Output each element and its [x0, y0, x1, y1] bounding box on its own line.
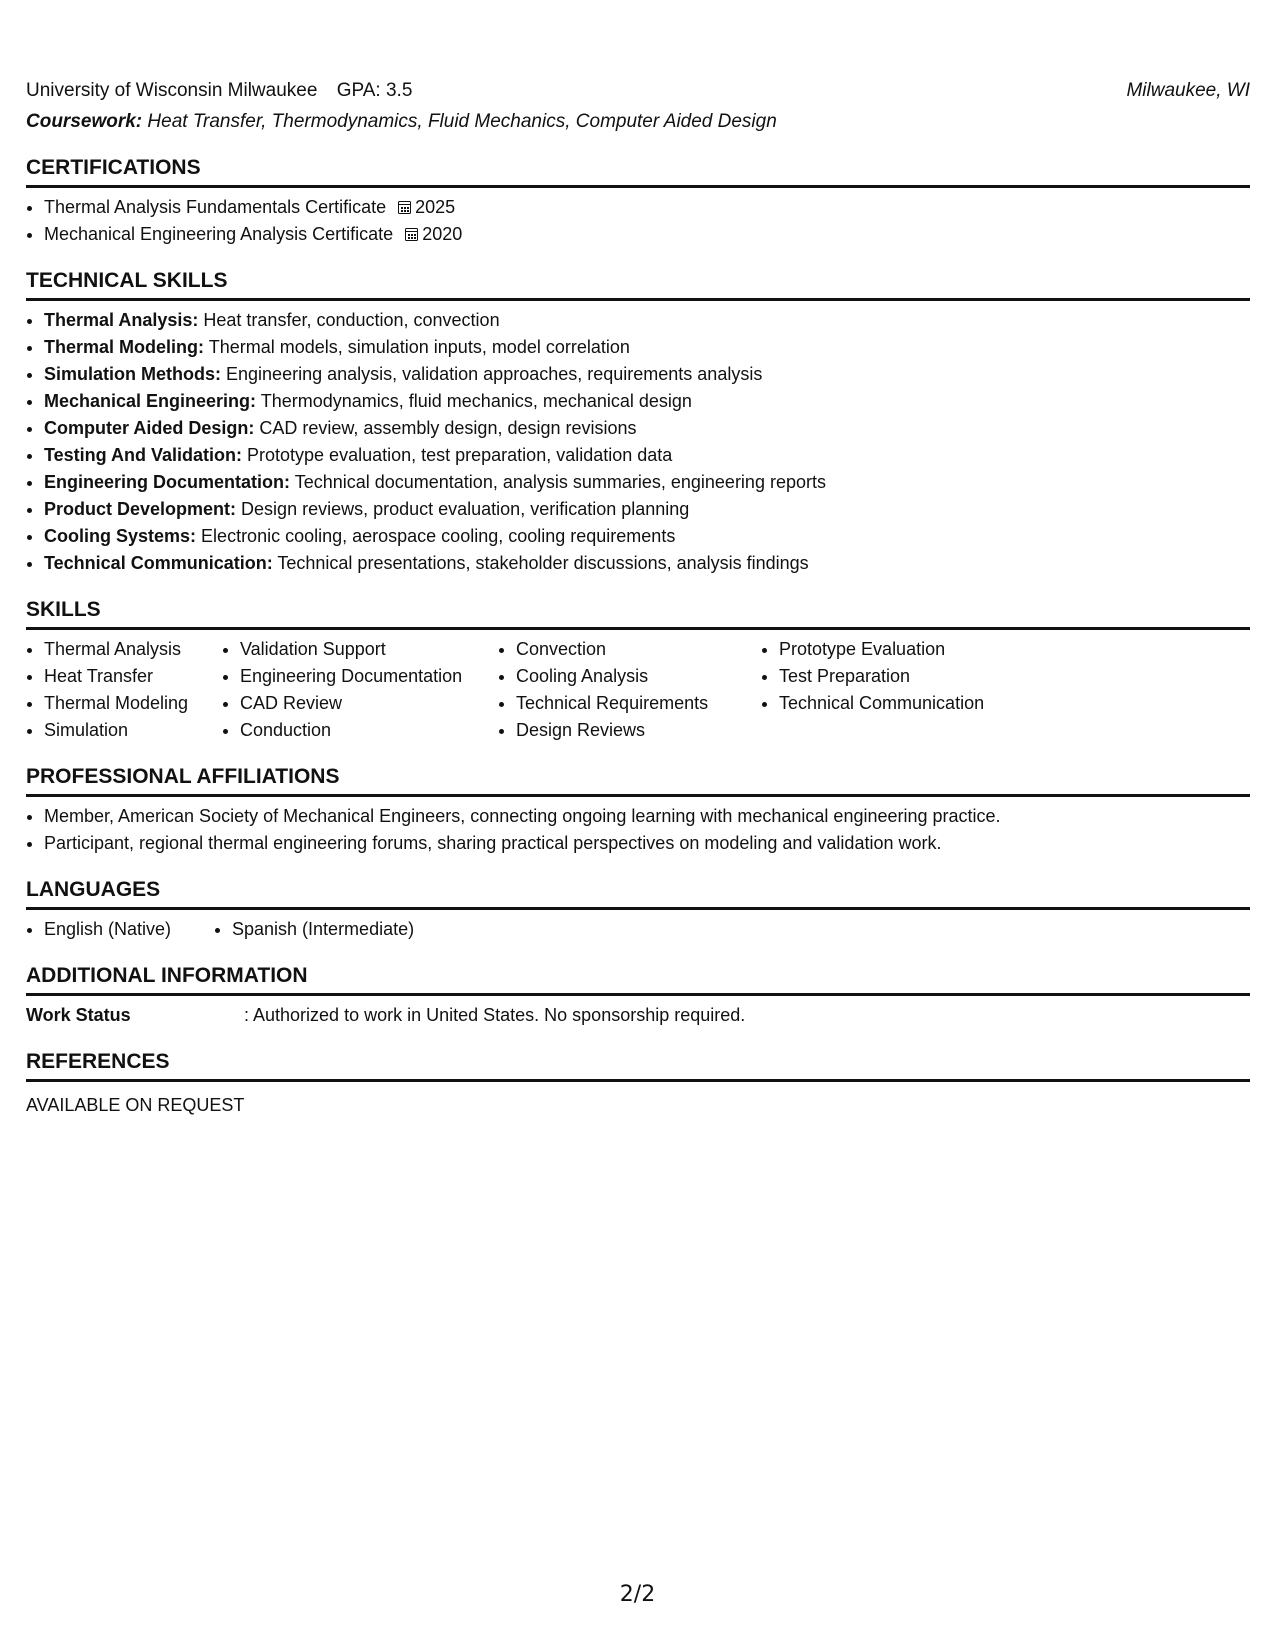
skills-column	[222, 636, 498, 744]
coursework-label: Coursework:	[26, 111, 143, 132]
skill-item: • Convection	[516, 636, 761, 663]
references-section	[26, 1049, 1250, 1119]
technical-skill-label: Thermal Modeling:	[44, 337, 205, 357]
technical-skill-text: Thermal models, simulation inputs, model correlation	[208, 337, 630, 357]
technical-skill-item	[44, 550, 1250, 577]
language-item: • English (Native)	[44, 916, 214, 943]
technical-skill-label: Cooling Systems:	[44, 526, 197, 546]
technical-skill-item	[44, 523, 1250, 550]
languages-section	[26, 877, 1250, 943]
calendar-icon	[398, 201, 411, 214]
technical-skill-text: Technical presentations, stakeholder discussions, analysis findings	[277, 553, 809, 573]
technical-skill-text: Thermodynamics, fluid mechanics, mechanical design	[260, 391, 692, 411]
technical-skill-text: Prototype evaluation, test preparation, validation data	[247, 445, 673, 465]
certification-year: 2020	[422, 224, 463, 244]
certification-name: Thermal Analysis Fundamentals Certificate	[44, 197, 387, 217]
technical-skill-text: Heat transfer, conduction, convection	[203, 310, 500, 330]
skills-column	[761, 636, 1039, 744]
skills-column	[498, 636, 761, 744]
technical-skill-text: Engineering analysis, validation approaches, requirements analysis	[226, 364, 763, 384]
language-item: • Spanish (Intermediate)	[232, 916, 414, 943]
education-row	[26, 78, 1250, 104]
skills-section	[26, 597, 1250, 744]
certification-item	[44, 194, 1250, 221]
technical-skill-item	[44, 469, 1250, 496]
technical-skill-item	[44, 442, 1250, 469]
technical-skill-item	[44, 496, 1250, 523]
coursework-list: Heat Transfer, Thermodynamics, Fluid Mechanics, Computer Aided Design	[147, 111, 777, 132]
affiliations-list	[26, 803, 1250, 857]
skill-item: • Technical Communication	[779, 690, 1039, 717]
affiliations-section	[26, 764, 1250, 857]
technical-skill-label: Simulation Methods:	[44, 364, 221, 384]
technical-skill-label: Computer Aided Design:	[44, 418, 255, 438]
skill-item: • Thermal Analysis	[44, 636, 222, 663]
languages-row	[26, 916, 1250, 943]
languages-column	[214, 916, 414, 943]
technical-skill-item	[44, 415, 1250, 442]
technical-skill-label: Engineering Documentation:	[44, 472, 291, 492]
skill-item: • Simulation	[44, 717, 222, 744]
skill-item: • Test Preparation	[779, 663, 1039, 690]
skill-item: • Engineering Documentation	[240, 663, 498, 690]
school-location: Milwaukee, WI	[1126, 80, 1250, 101]
skill-item: • Conduction	[240, 717, 498, 744]
affiliation-item: • Member, American Society of Mechanical Engineers, connecting ongoing learning with mechanical engineering practice.	[44, 803, 1250, 830]
technical-skill-text: Technical documentation, analysis summaries, engineering reports	[294, 472, 826, 492]
skill-item: • Prototype Evaluation	[779, 636, 1039, 663]
section-title-additional-info: ADDITIONAL INFORMATION	[26, 963, 1250, 996]
references-text: AVAILABLE ON REQUEST	[26, 1095, 245, 1115]
section-title-certifications: CERTIFICATIONS	[26, 155, 1250, 188]
calendar-icon	[405, 228, 418, 241]
skill-item: • Thermal Modeling	[44, 690, 222, 717]
certification-name: Mechanical Engineering Analysis Certificate	[44, 224, 394, 244]
languages-column	[26, 916, 214, 943]
technical-skill-text: CAD review, assembly design, design revisions	[259, 418, 637, 438]
technical-skills-list	[26, 307, 1250, 577]
work-status-value: : Authorized to work in United States. No sponsorship required.	[244, 1005, 746, 1025]
resume-page	[26, 78, 1250, 1119]
technical-skill-label: Mechanical Engineering:	[44, 391, 257, 411]
work-status-row	[26, 1002, 1250, 1029]
technical-skill-item	[44, 388, 1250, 415]
skills-grid	[26, 636, 1250, 744]
technical-skills-section	[26, 268, 1250, 577]
coursework	[26, 109, 1250, 135]
technical-skill-label: Thermal Analysis:	[44, 310, 199, 330]
technical-skill-text: Design reviews, product evaluation, verification planning	[241, 499, 690, 519]
skill-item: • Design Reviews	[516, 717, 761, 744]
school-name: University of Wisconsin Milwaukee	[26, 80, 318, 101]
additional-info-section	[26, 963, 1250, 1029]
gpa: GPA: 3.5	[336, 80, 413, 101]
technical-skill-text: Electronic cooling, aerospace cooling, cooling requirements	[201, 526, 676, 546]
section-title-languages: LANGUAGES	[26, 877, 1250, 910]
skill-item: • Cooling Analysis	[516, 663, 761, 690]
section-title-affiliations: PROFESSIONAL AFFILIATIONS	[26, 764, 1250, 797]
section-title-references: REFERENCES	[26, 1049, 1250, 1082]
work-status-label: Work Status	[26, 1005, 131, 1025]
technical-skill-item	[44, 307, 1250, 334]
certification-item	[44, 221, 1250, 248]
section-title-skills: SKILLS	[26, 597, 1250, 630]
skill-item: • Technical Requirements	[516, 690, 761, 717]
technical-skill-label: Product Development:	[44, 499, 237, 519]
certifications-list	[26, 194, 1250, 248]
technical-skill-label: Testing And Validation:	[44, 445, 242, 465]
page-number: 2/2	[619, 1582, 656, 1607]
certification-year: 2025	[415, 197, 456, 217]
affiliation-item: • Participant, regional thermal engineering forums, sharing practical perspectives on modeling and validation work.	[44, 830, 1250, 857]
skill-item: • CAD Review	[240, 690, 498, 717]
technical-skill-item	[44, 334, 1250, 361]
skills-column	[26, 636, 222, 744]
skill-item: • Validation Support	[240, 636, 498, 663]
skill-item: • Heat Transfer	[44, 663, 222, 690]
technical-skill-item	[44, 361, 1250, 388]
section-title-technical-skills: TECHNICAL SKILLS	[26, 268, 1250, 301]
certifications-section	[26, 155, 1250, 248]
technical-skill-label: Technical Communication:	[44, 553, 273, 573]
